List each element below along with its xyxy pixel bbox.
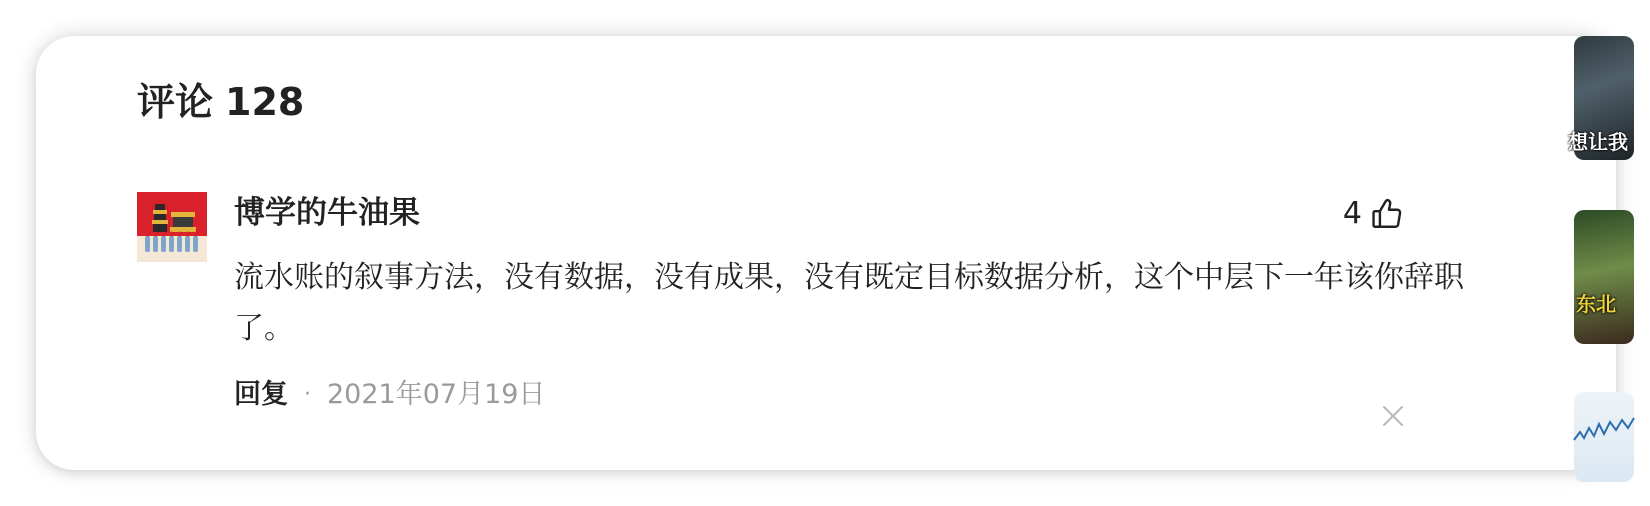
comments-title: 评论 — [137, 80, 214, 124]
comment-date: 2021年07月19日 — [327, 379, 546, 410]
close-icon[interactable] — [1382, 405, 1404, 427]
avatar[interactable] — [137, 192, 207, 262]
related-videos-strip — [1534, 36, 1628, 470]
comment-username[interactable]: 博学的牛油果 — [234, 195, 420, 231]
comments-count: 128 — [225, 80, 305, 124]
like-count: 4 — [1342, 196, 1362, 231]
thumbnail-caption: 东北 — [1576, 292, 1616, 316]
comment-meta — [234, 376, 545, 414]
comment-text: 流水账的叙事方法，没有数据，没有成果，没有既定目标数据分析，这个中层下一年该你辞职了。 — [234, 260, 1464, 346]
comments-panel — [36, 36, 1628, 470]
video-thumbnail[interactable] — [1574, 210, 1634, 344]
meta-separator: · — [304, 381, 311, 407]
thumbnail-caption: 想让我 — [1568, 130, 1628, 154]
like-button[interactable] — [1343, 194, 1404, 234]
thumbs-up-icon[interactable] — [1370, 197, 1404, 231]
comments-header — [137, 80, 304, 126]
video-thumbnail[interactable] — [1568, 36, 1634, 160]
video-thumbnail[interactable] — [1574, 392, 1634, 482]
reply-button[interactable]: 回复 — [234, 379, 288, 410]
